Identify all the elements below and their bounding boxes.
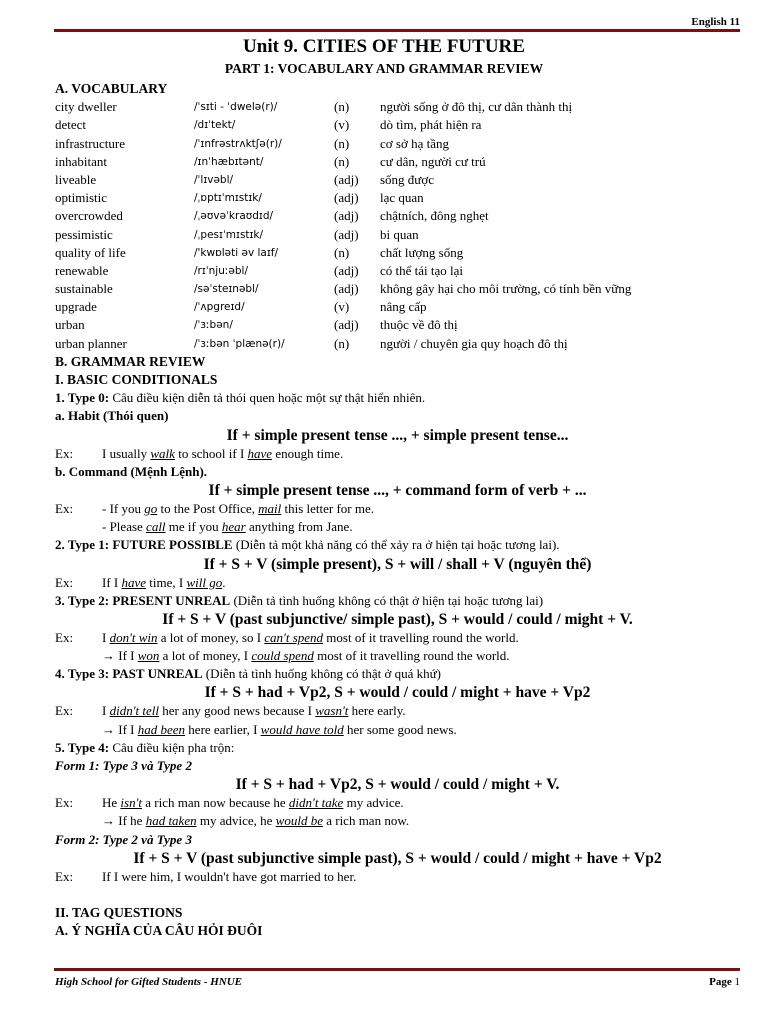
vocab-ipa: /rɪˈnjuːəbl/ xyxy=(194,264,248,277)
ex-label: Ex: xyxy=(55,574,74,590)
form1-example-1 xyxy=(55,794,740,812)
page-title: Unit 9. CITIES OF THE FUTURE xyxy=(243,36,525,57)
vocab-row xyxy=(55,153,740,171)
vocab-pos: (adj) xyxy=(334,281,359,297)
vocab-meaning: không gây hại cho môi trường, có tính bền vững xyxy=(380,281,632,297)
ex-label: Ex: xyxy=(55,703,74,719)
command-formula: If + simple present tense ..., + command form of verb + ... xyxy=(208,481,587,499)
vocab-meaning: lạc quan xyxy=(380,190,424,206)
vocab-word: infrastructure xyxy=(55,135,126,151)
vocab-meaning: người sống ở đô thị, cư dân thành thị xyxy=(380,99,573,115)
example-text: - If you go to the Post Office, mail this letter for me. xyxy=(102,500,375,516)
type3-formula: If + S + had + Vp2, S + would / could / might + have + Vp2 xyxy=(204,684,591,702)
vocab-ipa: /ˈɜːbən/ xyxy=(194,319,233,332)
vocab-pos: (n) xyxy=(334,99,350,115)
vocab-word: optimistic xyxy=(55,190,107,206)
habit-example xyxy=(55,445,740,463)
vocab-row xyxy=(55,135,740,153)
vocab-word: overcrowded xyxy=(55,208,123,224)
form2-example xyxy=(55,868,740,886)
header-rule xyxy=(54,29,740,32)
form2-heading: Form 2: Type 2 và Type 3 xyxy=(55,831,192,847)
vocab-pos: (v) xyxy=(334,117,350,133)
type3-example-2 xyxy=(55,721,740,739)
page-number: Page 1 xyxy=(709,976,740,988)
vocab-ipa: /ˌpesɪˈmɪstɪk/ xyxy=(194,228,264,241)
vocab-meaning: cư dân, người cư trú xyxy=(380,153,486,169)
vocab-ipa: /ˈlɪvəbl/ xyxy=(194,173,234,186)
vocab-ipa: /səˈsteɪnəbl/ xyxy=(194,283,259,296)
vocab-meaning: nâng cấp xyxy=(380,299,427,315)
form1-example-2 xyxy=(55,812,740,830)
vocab-row xyxy=(55,298,740,316)
example-text: - Please call me if you hear anything from Jane. xyxy=(102,519,353,535)
vocab-meaning: thuộc về đô thị xyxy=(380,317,458,333)
vocab-row xyxy=(55,189,740,207)
page-subtitle: PART 1: VOCABULARY AND GRAMMAR REVIEW xyxy=(224,61,544,76)
vocab-ipa: /ˈɪnfrəstrʌktʃə(r)/ xyxy=(194,137,282,150)
vocab-ipa: /'kwɒləti əv laɪf/ xyxy=(194,246,279,259)
vocab-meaning: có thể tái tạo lại xyxy=(380,262,464,278)
type4-line: 5. Type 4: Câu điều kiện pha trộn: xyxy=(55,739,235,755)
vocab-row xyxy=(55,207,740,225)
vocab-pos: (adj) xyxy=(334,262,359,278)
vocab-pos: (adj) xyxy=(334,208,359,224)
vocab-heading: A. VOCABULARY xyxy=(55,81,168,96)
vocab-meaning: dò tìm, phát hiện ra xyxy=(380,117,482,133)
vocab-pos: (adj) xyxy=(334,190,359,206)
vocab-row xyxy=(55,335,740,353)
example-text: I didn't tell her any good news because I wasn't here early. xyxy=(102,703,406,719)
vocab-meaning: sống được xyxy=(380,171,434,187)
example-text: I don't win a lot of money, so I can't spend most of it travelling round the world. xyxy=(102,629,519,645)
vocab-ipa: /ˈsɪti - ˈdwelə(r)/ xyxy=(194,101,278,114)
vocab-row xyxy=(55,226,740,244)
type2-example-1 xyxy=(55,629,740,647)
vocab-row xyxy=(55,171,740,189)
type0-line xyxy=(55,389,740,407)
vocab-word: quality of life xyxy=(55,244,126,260)
document-body xyxy=(55,80,740,940)
vocab-word: pessimistic xyxy=(55,226,113,242)
vocab-pos: (adj) xyxy=(334,226,359,242)
example-text: He isn't a rich man now because he didn't take my advice. xyxy=(102,795,404,811)
type1-line: 2. Type 1: FUTURE POSSIBLE (Diễn tả một khả năng có thể xảy ra ở hiện tại hoặc tương lai). xyxy=(55,537,560,553)
vocab-row xyxy=(55,244,740,262)
form2-formula: If + S + V (past subjunctive simple past), S + would / could / might + have + Vp2 xyxy=(133,849,662,867)
type2-example-2 xyxy=(55,647,740,665)
type1-example xyxy=(55,574,740,592)
vocab-meaning: chất lượng sống xyxy=(380,244,464,260)
vocab-word: city dweller xyxy=(55,99,117,115)
type0-num: 1. Type 0: xyxy=(55,390,110,406)
command-example-1 xyxy=(55,500,740,518)
vocab-row xyxy=(55,98,740,116)
ex-label: Ex: xyxy=(55,629,74,645)
vocab-word: urban planner xyxy=(55,335,127,351)
vocab-word: detect xyxy=(55,117,87,133)
example-text: → If he had taken my advice, he would be a rich man now. xyxy=(102,813,410,829)
vocab-meaning: chậtních, đông nghẹt xyxy=(380,208,489,224)
vocab-row xyxy=(55,280,740,298)
vocab-meaning: người / chuyên gia quy hoạch đô thị xyxy=(380,335,568,351)
tag-questions-subheading: A. Ý NGHĨA CỦA CÂU HỎI ĐUÔI xyxy=(55,923,263,939)
type2-line: 3. Type 2: PRESENT UNREAL (Diễn tả tình huống không có thật ở hiện tại hoặc tương lai) xyxy=(55,592,544,608)
command-example-2 xyxy=(55,518,740,536)
conditionals-heading: I. BASIC CONDITIONALS xyxy=(55,372,218,387)
vocab-ipa: /ˌəʊvəˈkraʊdɪd/ xyxy=(194,210,274,223)
footer-school: High School for Gifted Students - HNUE xyxy=(55,976,243,988)
course-label: English 11 xyxy=(691,16,740,28)
vocab-ipa: /dɪˈtekt/ xyxy=(194,119,236,132)
vocab-row xyxy=(55,262,740,280)
habit-formula: If + simple present tense ..., + simple present tense... xyxy=(226,426,569,444)
vocab-pos: (n) xyxy=(334,335,350,351)
type3-example-1 xyxy=(55,702,740,720)
example-text: → If I had been here earlier, I would have told her some good news. xyxy=(102,721,457,737)
type2-formula: If + S + V (past subjunctive/ simple past), S + would / could / might + V. xyxy=(162,610,633,628)
vocab-pos: (adj) xyxy=(334,317,359,333)
vocab-word: sustainable xyxy=(55,281,113,297)
vocab-ipa: /ˌɒptɪˈmɪstɪk/ xyxy=(194,192,262,205)
vocab-pos: (v) xyxy=(334,299,350,315)
vocab-pos: (n) xyxy=(334,153,350,169)
form1-formula: If + S + had + Vp2, S + would / could / might + V. xyxy=(235,776,560,794)
ex-label: Ex: xyxy=(55,868,74,884)
vocab-ipa: /ɪnˈhæbɪtənt/ xyxy=(194,155,264,168)
tag-questions-heading: II. TAG QUESTIONS xyxy=(55,904,183,920)
vocab-meaning: bi quan xyxy=(380,226,419,242)
grammar-heading: B. GRAMMAR REVIEW xyxy=(55,353,206,369)
ex-label: Ex: xyxy=(55,445,74,461)
example-text: → If I won a lot of money, I could spend most of it travelling round the world. xyxy=(102,648,510,664)
vocab-pos: (adj) xyxy=(334,171,359,187)
example-text: I usually walk to school if I have enough time. xyxy=(102,445,344,461)
vocab-meaning: cơ sở hạ tầng xyxy=(380,135,449,151)
vocab-ipa: /ˈʌpgreɪd/ xyxy=(194,301,245,314)
vocab-pos: (n) xyxy=(334,244,350,260)
vocab-word: upgrade xyxy=(55,299,97,315)
type1-formula: If + S + V (simple present), S + will / shall + V (nguyên thể) xyxy=(203,555,592,573)
form1-heading: Form 1: Type 3 và Type 2 xyxy=(55,758,192,773)
command-heading: b. Command (Mệnh Lệnh). xyxy=(55,463,208,479)
vocab-row xyxy=(55,116,740,134)
vocab-list xyxy=(55,98,740,353)
vocab-pos: (n) xyxy=(334,135,350,151)
vocab-word: inhabitant xyxy=(55,153,107,169)
ex-label: Ex: xyxy=(55,500,74,516)
type3-line: 4. Type 3: PAST UNREAL (Diễn tả tình huống không có thật ở quá khứ) xyxy=(55,666,441,682)
type0-desc: Câu điều kiện diễn tả thói quen hoặc một sự thật hiển nhiên. xyxy=(109,390,426,406)
vocab-word: urban xyxy=(55,317,85,333)
example-text: If I have time, I will go. xyxy=(102,574,226,590)
ex-label: Ex: xyxy=(55,795,74,811)
vocab-row xyxy=(55,316,740,334)
vocab-word: liveable xyxy=(55,171,97,187)
vocab-ipa: /ˈɜːbən ˈplænə(r)/ xyxy=(194,337,285,350)
habit-heading: a. Habit (Thói quen) xyxy=(55,408,169,424)
footer-rule xyxy=(54,968,740,971)
vocab-word: renewable xyxy=(55,262,109,278)
example-text: If I were him, I wouldn't have got married to her. xyxy=(102,868,357,884)
